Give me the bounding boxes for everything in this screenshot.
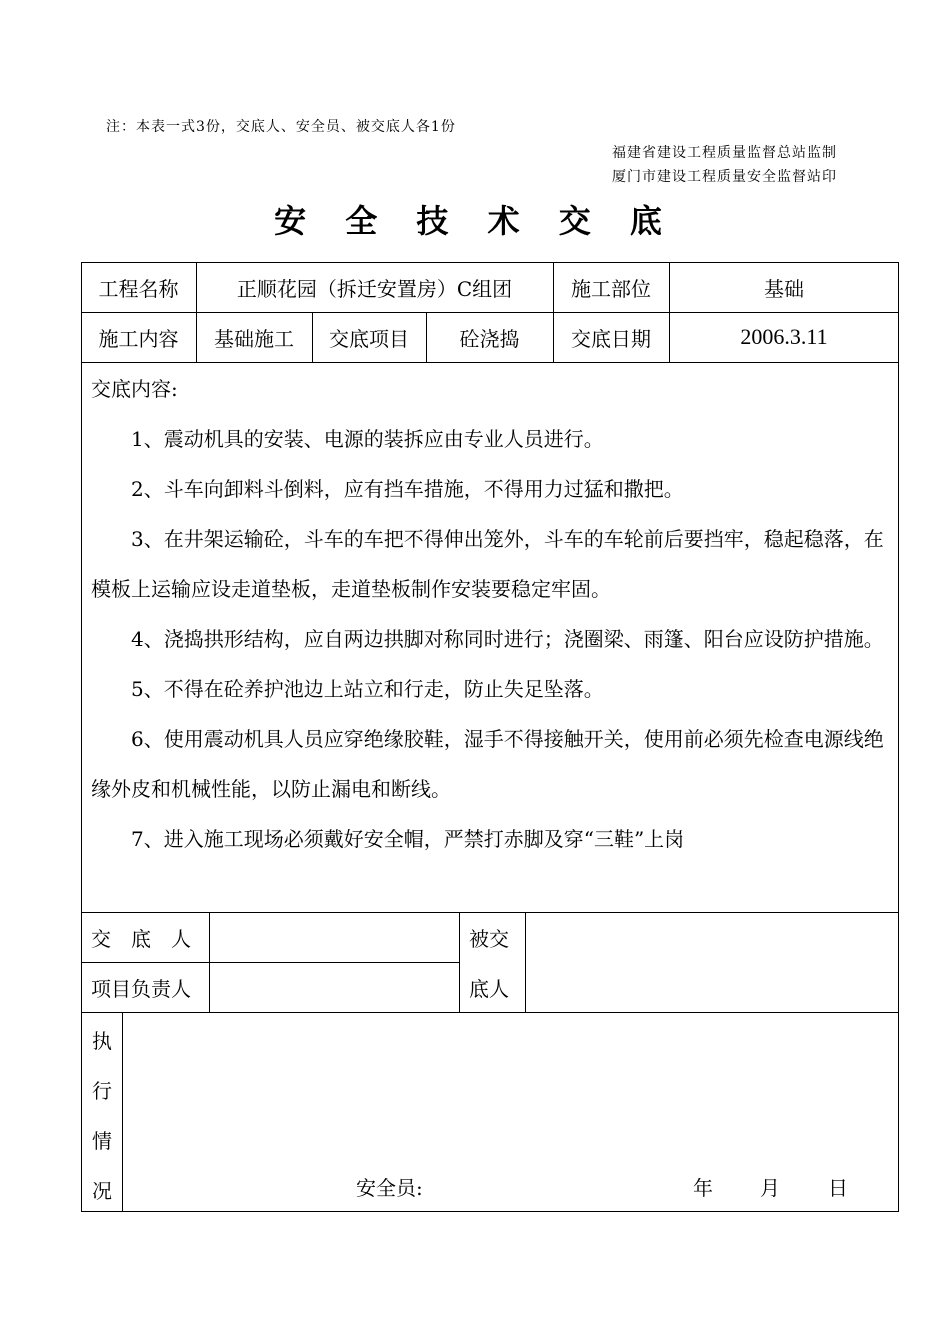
page-title: 安 全 技 术 交 底 xyxy=(274,202,676,240)
briefing-item-value: 砼浇捣 xyxy=(459,326,520,351)
day-label: 日 xyxy=(828,1176,848,1200)
briefing-item: 1、震动机具的安装、电源的装拆应由专业人员进行。 xyxy=(131,427,604,451)
row-divider xyxy=(81,362,899,363)
issuer-line-1: 福建省建设工程质量监督总站监制 xyxy=(612,145,837,161)
presenter-label: 交 底 人 xyxy=(91,926,191,951)
briefing-item: 2、斗车向卸料斗倒料，应有挡车措施，不得用力过猛和撒把。 xyxy=(131,477,684,501)
safety-officer-label: 安全员: xyxy=(356,1176,423,1200)
execution-char: 执 xyxy=(92,1029,112,1053)
briefing-date-value: 2006.3.11 xyxy=(740,324,828,349)
project-manager-label: 项目负责人 xyxy=(91,976,191,1001)
briefing-item: 6、使用震动机具人员应穿绝缘胶鞋，湿手不得接触开关，使用前必须先检查电源线绝缘外皮和机械性能，以防止漏电和断线。 xyxy=(91,727,884,801)
receiver-signature-field[interactable] xyxy=(525,912,899,1012)
briefing-item: 4、浇捣拱形结构，应自两边拱脚对称同时进行；浇圈梁、雨篷、阳台应设防护措施。 xyxy=(131,627,884,651)
execution-char: 况 xyxy=(92,1179,112,1203)
year-label: 年 xyxy=(693,1176,713,1200)
construction-location-label: 施工部位 xyxy=(571,276,651,301)
execution-status-label xyxy=(82,1016,122,1216)
execution-char: 情 xyxy=(92,1129,112,1153)
project-name-label: 工程名称 xyxy=(98,276,179,301)
briefing-content xyxy=(91,364,891,864)
briefing-content-heading: 交底内容: xyxy=(91,377,178,401)
briefing-item: 3、在井架运输砼，斗车的车把不得伸出笼外，斗车的车轮前后要挡牢，稳起稳落，在模板上运输应设走道垫板，走道垫板制作安装要稳定牢固。 xyxy=(91,527,884,601)
construction-content-value: 基础施工 xyxy=(214,326,294,351)
briefing-item-label: 交底项目 xyxy=(329,326,409,351)
column-divider xyxy=(122,1012,123,1212)
form-note: 注：本表一式3份，交底人、安全员、被交底人各1份 xyxy=(106,119,456,135)
issuer-line-2: 厦门市建设工程质量安全监督站印 xyxy=(612,169,837,185)
project-manager-signature-field[interactable] xyxy=(209,962,459,1012)
receiver-label-line-2: 底人 xyxy=(469,976,509,1001)
presenter-signature-field[interactable] xyxy=(209,912,459,962)
briefing-item: 7、进入施工现场必须戴好安全帽，严禁打赤脚及穿“三鞋”上岗 xyxy=(131,827,685,851)
receiver-label-line-1: 被交 xyxy=(469,926,509,951)
construction-location-value: 基础 xyxy=(764,276,804,301)
row-divider xyxy=(81,1012,899,1013)
briefing-item: 5、不得在砼养护池边上站立和行走，防止失足坠落。 xyxy=(131,677,604,701)
month-label: 月 xyxy=(760,1176,780,1200)
execution-char: 行 xyxy=(92,1079,112,1103)
briefing-date-label: 交底日期 xyxy=(571,326,651,351)
project-name-value: 正顺花园（拆迁安置房）C组团 xyxy=(236,276,513,301)
construction-content-label: 施工内容 xyxy=(98,326,179,351)
